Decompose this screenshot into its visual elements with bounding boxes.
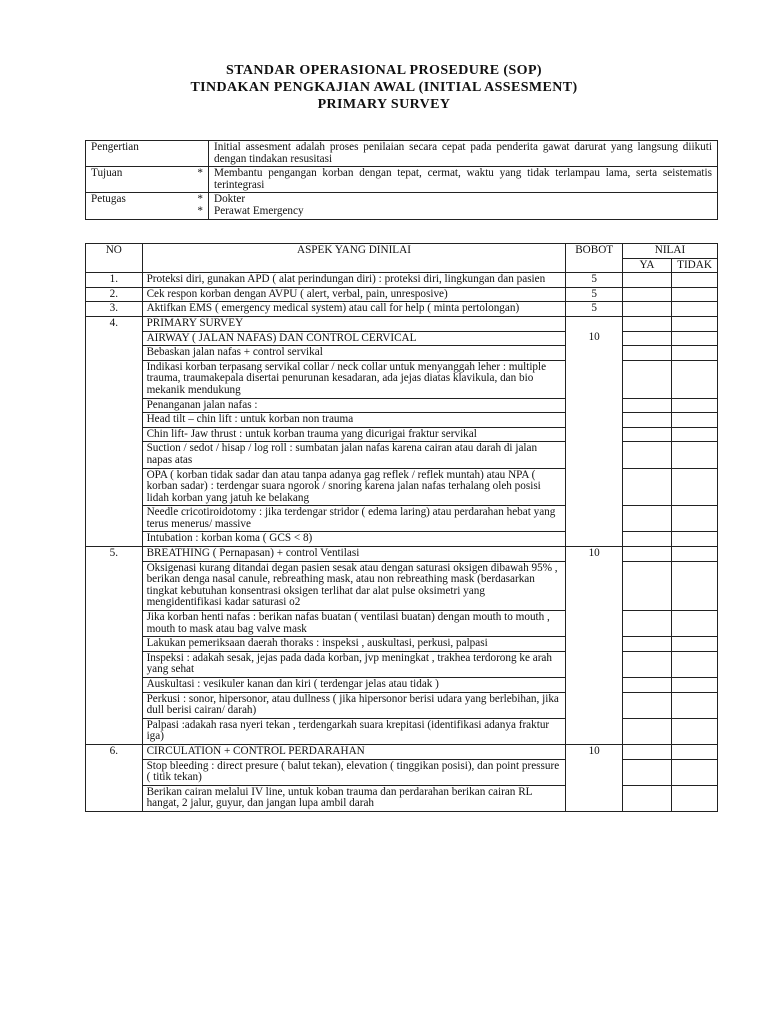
- nilai-ya-cell: [622, 413, 671, 428]
- table-row: [86, 692, 718, 718]
- nilai-tidak-cell: [672, 561, 718, 610]
- row-aspect-text: Penanganan jalan nafas :: [142, 398, 566, 413]
- table-row: [86, 561, 718, 610]
- tujuan-label-cell: [86, 167, 209, 193]
- table-row: [86, 413, 718, 428]
- row-aspect-text: OPA ( korban tidak sadar dan atau tanpa adanya gag reflek / reflek muntah) atau NPA ( korban sadar) : terdengar suara ngorok / snoring karena jalan nafas terhalang oleh posisi lidah korban yang jatuh ke belakang: [142, 468, 566, 506]
- section-title-row: [86, 316, 718, 331]
- row-aspect-text: Head tilt – chin lift : untuk korban non trauma: [142, 413, 566, 428]
- table-row: [86, 637, 718, 652]
- nilai-tidak-cell: [672, 678, 718, 693]
- nilai-ya-cell: [622, 360, 671, 398]
- table-row: [86, 651, 718, 677]
- section-bobot: 10: [566, 331, 623, 547]
- row-bobot: 5: [566, 273, 623, 288]
- section-bobot: 10: [566, 744, 623, 811]
- row-aspect-text: Berikan cairan melalui IV line, untuk koban trauma dan perdarahan berikan cairan RL hangat, 2 jalur, guyur, dan jangan lupa ambil darah: [142, 785, 566, 811]
- section-number: 4.: [86, 316, 143, 546]
- section-title: CIRCULATION + CONTROL PERDARAHAN: [142, 744, 566, 759]
- petugas-item: Perawat Emergency: [214, 204, 304, 217]
- nilai-ya-cell: [622, 651, 671, 677]
- table-row: [86, 273, 718, 288]
- nilai-tidak-cell: [672, 637, 718, 652]
- col-header-nilai: NILAI: [622, 244, 717, 259]
- row-aspect-text: Auskultasi : vesikuler kanan dan kiri ( terdengar jelas atau tidak ): [142, 678, 566, 693]
- row-number: 1.: [86, 273, 143, 288]
- row-number: 3.: [86, 302, 143, 317]
- section-title: PRIMARY SURVEY: [142, 316, 566, 331]
- section-subtitle: AIRWAY ( JALAN NAFAS) DAN CONTROL CERVICAL: [142, 331, 566, 346]
- nilai-ya-cell: [622, 427, 671, 442]
- table-row: [86, 360, 718, 398]
- nilai-tidak-cell: [672, 532, 718, 547]
- row-aspect-text: Stop bleeding : direct presure ( balut tekan), elevation ( tinggikan posisi), dan point pressure ( titik tekan): [142, 759, 566, 785]
- section-number: 6.: [86, 744, 143, 811]
- table-row: [86, 287, 718, 302]
- pengertian-text: Initial assesment adalah proses penilaian secara cepat pada penderita gawat darurat yang langsung diikuti dengan tindakan resusitasi: [209, 141, 718, 167]
- table-row: [86, 302, 718, 317]
- nilai-ya-cell: [622, 744, 671, 759]
- tujuan-label: Tujuan: [91, 167, 123, 180]
- nilai-tidak-cell: [672, 442, 718, 468]
- nilai-ya-cell: [622, 506, 671, 532]
- bobot-cell: [566, 316, 623, 331]
- table-row: [86, 427, 718, 442]
- nilai-ya-cell: [622, 532, 671, 547]
- row-aspect-text: Perkusi : sonor, hipersonor, atau dullness ( jika hipersonor berisi udara yang berlebihan, jika dull berisi cairan/ darah): [142, 692, 566, 718]
- table-row: [86, 611, 718, 637]
- col-header-bobot: BOBOT: [566, 244, 623, 273]
- document-title-line-1: STANDAR OPERASIONAL PROSEDURE (SOP): [226, 63, 542, 78]
- section-number: 5.: [86, 547, 143, 745]
- section-title: BREATHING ( Pernapasan) + control Ventilasi: [142, 547, 566, 562]
- table-row: [86, 678, 718, 693]
- nilai-ya-cell: [622, 637, 671, 652]
- table-row: [86, 468, 718, 506]
- row-aspect-text: Proteksi diri, gunakan APD ( alat perindungan diri) : proteksi diri, lingkungan dan pasien: [142, 273, 566, 288]
- table-row: [86, 532, 718, 547]
- section-subtitle-row: [86, 331, 718, 346]
- nilai-tidak-cell: [672, 427, 718, 442]
- row-aspect-text: Intubation : korban koma ( GCS < 8): [142, 532, 566, 547]
- petugas-label-cell: [86, 193, 209, 219]
- document-title-line-3: PRIMARY SURVEY: [317, 97, 451, 112]
- section-title-row: [86, 744, 718, 759]
- table-row: [86, 785, 718, 811]
- table-row: [86, 506, 718, 532]
- nilai-tidak-cell: [672, 346, 718, 361]
- nilai-tidak-cell: [672, 718, 718, 744]
- col-header-ya: YA: [622, 258, 671, 273]
- row-number: 2.: [86, 287, 143, 302]
- document-title-line-2: TINDAKAN PENGKAJIAN AWAL (INITIAL ASSESMENT): [190, 80, 578, 95]
- table-header-row: [86, 244, 718, 259]
- nilai-tidak-cell: [672, 744, 718, 759]
- nilai-ya-cell: [622, 759, 671, 785]
- tujuan-text: Membantu pengangan korban dengan tepat, cermat, waktu yang tidak terlampau lama, serta seistematis terintegrasi: [209, 167, 718, 193]
- pengertian-label: Pengertian: [86, 141, 209, 167]
- nilai-tidak-cell: [672, 273, 718, 288]
- info-row-tujuan: [86, 167, 718, 193]
- petugas-item: Dokter: [214, 193, 246, 206]
- row-aspect-text: Palpasi :adakah rasa nyeri tekan , terdengarkah suara krepitasi (identifikasi adanya fraktur iga): [142, 718, 566, 744]
- table-row: [86, 346, 718, 361]
- nilai-tidak-cell: [672, 611, 718, 637]
- nilai-tidak-cell: [672, 468, 718, 506]
- nilai-ya-cell: [622, 611, 671, 637]
- info-row-pengertian: [86, 141, 718, 167]
- nilai-tidak-cell: [672, 331, 718, 346]
- section-bobot: 10: [566, 547, 623, 745]
- row-aspect-text: Chin lift- Jaw thrust : untuk korban trauma yang dicurigai fraktur servikal: [142, 427, 566, 442]
- nilai-ya-cell: [622, 398, 671, 413]
- nilai-ya-cell: [622, 718, 671, 744]
- row-aspect-text: Cek respon korban dengan AVPU ( alert, verbal, pain, unresposive): [142, 287, 566, 302]
- nilai-tidak-cell: [672, 287, 718, 302]
- nilai-tidak-cell: [672, 785, 718, 811]
- nilai-ya-cell: [622, 785, 671, 811]
- nilai-ya-cell: [622, 442, 671, 468]
- info-row-petugas: [86, 193, 718, 219]
- col-header-no: NO: [86, 244, 143, 273]
- table-row: [86, 759, 718, 785]
- info-table: [85, 140, 718, 220]
- bullet-star: *: [197, 204, 203, 217]
- table-row: [86, 718, 718, 744]
- col-header-aspek: ASPEK YANG DINILAI: [142, 244, 566, 273]
- table-row: [86, 442, 718, 468]
- petugas-label: Petugas: [91, 193, 126, 206]
- bullet-star: *: [197, 167, 203, 180]
- row-aspect-text: Lakukan pemeriksaan daerah thoraks : inspeksi , auskultasi, perkusi, palpasi: [142, 637, 566, 652]
- assessment-table: [85, 243, 718, 812]
- nilai-tidak-cell: [672, 759, 718, 785]
- nilai-ya-cell: [622, 678, 671, 693]
- row-aspect-text: Indikasi korban terpasang servikal collar / neck collar untuk menyanggah leher : multiple trauma, traumakepala disertai penurunan kesadaran, ada jejas diatas klavikula, dan bio mekanik mendukung: [142, 360, 566, 398]
- row-aspect-text: Jika korban henti nafas : berikan nafas buatan ( ventilasi buatan) dengan mouth to mouth , mouth to mask atau bag valve mask: [142, 611, 566, 637]
- col-header-tidak: TIDAK: [672, 258, 718, 273]
- nilai-ya-cell: [622, 302, 671, 317]
- nilai-ya-cell: [622, 346, 671, 361]
- row-bobot: 5: [566, 287, 623, 302]
- row-aspect-text: Bebaskan jalan nafas + control servikal: [142, 346, 566, 361]
- nilai-tidak-cell: [672, 506, 718, 532]
- bullet-star: *: [197, 193, 203, 206]
- table-row: [86, 398, 718, 413]
- section-title-row: [86, 547, 718, 562]
- nilai-tidak-cell: [672, 692, 718, 718]
- nilai-ya-cell: [622, 273, 671, 288]
- nilai-tidak-cell: [672, 651, 718, 677]
- nilai-ya-cell: [622, 547, 671, 562]
- row-aspect-text: Needle cricotiroidotomy : jika terdengar stridor ( edema laring) atau perdarahan hebat yang terus menerus/ massive: [142, 506, 566, 532]
- row-aspect-text: Suction / sedot / hisap / log roll : sumbatan jalan nafas karena cairan atau darah di jalan napas atas: [142, 442, 566, 468]
- nilai-tidak-cell: [672, 360, 718, 398]
- nilai-tidak-cell: [672, 302, 718, 317]
- petugas-list: [209, 193, 718, 219]
- nilai-ya-cell: [622, 287, 671, 302]
- nilai-tidak-cell: [672, 316, 718, 331]
- row-aspect-text: Oksigenasi kurang ditandai degan pasien sesak atau dengan saturasi oksigen dibawah 95% , berikan denga nasal canule, rebreathing mask, atau non rebreathing mask (berdasarkan tingkat kebutuhan konsentrasi oksigen terlihat dar alat pulse oksimetri yang mengidentifikasi kadar saturasi o2: [142, 561, 566, 610]
- nilai-ya-cell: [622, 561, 671, 610]
- nilai-ya-cell: [622, 331, 671, 346]
- nilai-tidak-cell: [672, 547, 718, 562]
- nilai-ya-cell: [622, 468, 671, 506]
- row-aspect-text: Aktifkan EMS ( emergency medical system) atau call for help ( minta pertolongan): [142, 302, 566, 317]
- row-bobot: 5: [566, 302, 623, 317]
- nilai-ya-cell: [622, 692, 671, 718]
- nilai-tidak-cell: [672, 398, 718, 413]
- row-aspect-text: Inspeksi : adakah sesak, jejas pada dada korban, jvp meningkat , trakhea terdorong ke arah yang sehat: [142, 651, 566, 677]
- nilai-tidak-cell: [672, 413, 718, 428]
- nilai-ya-cell: [622, 316, 671, 331]
